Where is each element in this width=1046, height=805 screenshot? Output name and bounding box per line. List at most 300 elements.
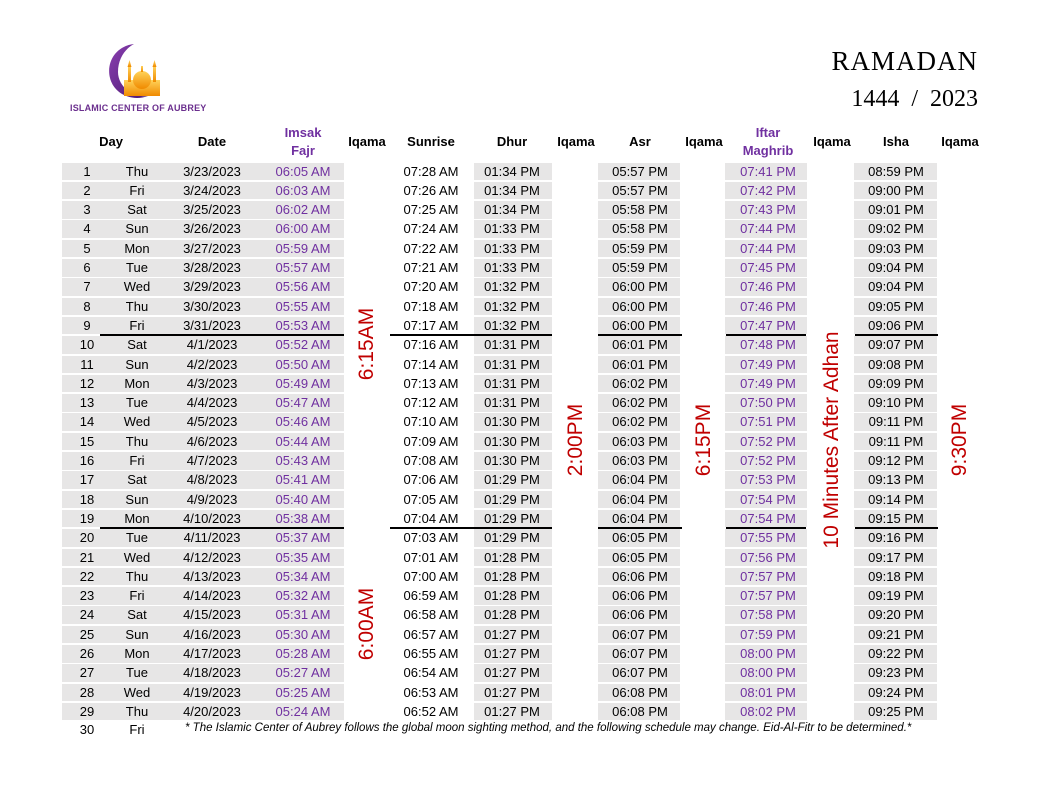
table-row bbox=[62, 239, 982, 258]
cell-sunrise: 06:52 AM bbox=[403, 703, 459, 719]
cell-date: 4/7/2023 bbox=[186, 453, 238, 468]
header-imsak: Imsak bbox=[284, 125, 322, 140]
cell-date: 4/9/2023 bbox=[186, 491, 238, 507]
page-subtitle: 1444 / 2023 bbox=[851, 86, 978, 112]
cell-asr: 06:06 PM bbox=[612, 568, 668, 584]
cell-date: 4/8/2023 bbox=[186, 472, 238, 488]
cell-dhur: 01:27 PM bbox=[484, 646, 540, 661]
cell-n: 1 bbox=[83, 163, 91, 179]
cell-isha: 09:18 PM bbox=[868, 568, 924, 584]
cell-sunrise: 07:03 AM bbox=[403, 530, 459, 546]
cell-maghrib: 07:58 PM bbox=[740, 607, 796, 623]
cell-maghrib: 07:52 PM bbox=[740, 453, 796, 468]
header-date: Date bbox=[197, 134, 227, 149]
crescent-mosque-icon bbox=[102, 40, 172, 104]
table-row bbox=[62, 200, 982, 219]
header-day: Day bbox=[99, 134, 123, 149]
cell-date: 4/20/2023 bbox=[183, 703, 241, 719]
cell-day: Mon bbox=[124, 510, 150, 526]
cell-maghrib: 07:52 PM bbox=[740, 433, 796, 449]
week-divider bbox=[726, 334, 806, 336]
cell-day: Mon bbox=[124, 646, 150, 661]
table-row bbox=[62, 277, 982, 296]
cell-dhur: 01:28 PM bbox=[484, 607, 540, 623]
table-row bbox=[62, 625, 982, 644]
cell-fajr: 05:24 AM bbox=[275, 703, 331, 719]
table-row bbox=[62, 297, 982, 316]
cell-sunrise: 07:05 AM bbox=[403, 491, 459, 507]
table-row bbox=[62, 509, 982, 528]
cell-asr: 06:03 PM bbox=[612, 433, 668, 449]
cell-fajr: 05:56 AM bbox=[275, 279, 331, 295]
cell-fajr: 05:44 AM bbox=[275, 433, 331, 449]
cell-maghrib: 07:46 PM bbox=[740, 279, 796, 295]
cell-isha: 09:17 PM bbox=[868, 549, 924, 565]
cell-dhur: 01:31 PM bbox=[484, 375, 540, 391]
cell-date: 4/12/2023 bbox=[183, 549, 241, 565]
cell-sunrise: 06:59 AM bbox=[403, 588, 459, 604]
cell-maghrib: 07:49 PM bbox=[740, 375, 796, 391]
header-iqama-dhur: Iqama bbox=[557, 134, 595, 149]
cell-isha: 09:24 PM bbox=[868, 684, 924, 700]
cell-dhur: 01:28 PM bbox=[484, 549, 540, 565]
cell-dhur: 01:30 PM bbox=[484, 414, 540, 430]
cell-asr: 06:06 PM bbox=[612, 588, 668, 604]
cell-n: 23 bbox=[79, 588, 95, 604]
cell-date: 3/24/2023 bbox=[183, 182, 241, 198]
cell-n: 21 bbox=[79, 549, 95, 565]
header-iqama-asr: Iqama bbox=[685, 134, 723, 149]
cell-day: Fri bbox=[129, 182, 145, 198]
cell-fajr: 05:47 AM bbox=[275, 395, 331, 411]
cell-isha: 09:25 PM bbox=[868, 703, 924, 719]
cell-maghrib: 07:44 PM bbox=[740, 240, 796, 256]
cell-asr: 06:07 PM bbox=[612, 646, 668, 661]
cell-dhur: 01:31 PM bbox=[484, 356, 540, 372]
cell-day: Sun bbox=[125, 626, 149, 642]
cell-sunrise: 07:17 AM bbox=[403, 317, 459, 333]
cell-asr: 06:00 PM bbox=[612, 298, 668, 314]
cell-fajr: 05:49 AM bbox=[275, 375, 331, 391]
cell-fajr: 05:37 AM bbox=[275, 530, 331, 546]
table-row bbox=[62, 663, 982, 682]
table-row bbox=[62, 162, 982, 181]
table-row bbox=[62, 605, 982, 624]
cell-date: 3/25/2023 bbox=[183, 202, 241, 218]
cell-sunrise: 07:28 AM bbox=[403, 163, 459, 179]
table-row bbox=[62, 586, 982, 605]
cell-maghrib: 07:45 PM bbox=[740, 260, 796, 275]
cell-isha: 09:15 PM bbox=[868, 510, 924, 526]
cell-n: 6 bbox=[83, 260, 91, 275]
cell-dhur: 01:34 PM bbox=[484, 182, 540, 198]
cell-dhur: 01:27 PM bbox=[484, 684, 540, 700]
header-fajr: Fajr bbox=[291, 143, 315, 158]
cell-sunrise: 07:09 AM bbox=[403, 433, 459, 449]
cell-asr: 06:06 PM bbox=[612, 607, 668, 623]
cell-n: 13 bbox=[79, 395, 95, 411]
table-row bbox=[62, 219, 982, 238]
cell-date: 4/15/2023 bbox=[183, 607, 241, 623]
cell-maghrib: 07:47 PM bbox=[740, 317, 796, 333]
iqama-asr: 6:15PM bbox=[692, 403, 715, 477]
cell-date: 4/6/2023 bbox=[186, 433, 238, 449]
cell-sunrise: 07:20 AM bbox=[403, 279, 459, 295]
cell-n: 11 bbox=[80, 356, 94, 372]
cell-day: Thu bbox=[125, 163, 149, 179]
cell-date: 4/3/2023 bbox=[186, 375, 238, 391]
cell-dhur: 01:29 PM bbox=[484, 472, 540, 488]
cell-day: Wed bbox=[123, 279, 151, 295]
cell-fajr: 05:59 AM bbox=[275, 240, 331, 256]
week-divider bbox=[855, 334, 938, 336]
cell-sunrise: 06:58 AM bbox=[403, 607, 459, 623]
table-row bbox=[62, 316, 982, 335]
table-row bbox=[62, 374, 982, 393]
table-row bbox=[62, 470, 982, 489]
cell-sunrise: 07:26 AM bbox=[403, 182, 459, 198]
cell-dhur: 01:27 PM bbox=[484, 703, 540, 719]
cell-maghrib: 08:00 PM bbox=[740, 646, 796, 661]
iqama-isha: 9:30PM bbox=[948, 403, 971, 477]
iqama-dhur: 2:00PM bbox=[564, 403, 587, 477]
cell-date: 4/16/2023 bbox=[183, 626, 241, 642]
cell-n: 18 bbox=[79, 491, 95, 507]
cell-isha: 08:59 PM bbox=[868, 163, 924, 179]
cell-day: Sun bbox=[125, 356, 149, 372]
table-row bbox=[62, 683, 982, 702]
brand-name: ISLAMIC CENTER OF AUBREY bbox=[70, 103, 207, 113]
cell-isha: 09:21 PM bbox=[868, 626, 924, 642]
cell-sunrise: 07:08 AM bbox=[403, 453, 459, 468]
cell-day: Sat bbox=[127, 607, 147, 623]
week-divider bbox=[726, 527, 806, 529]
cell-asr: 06:01 PM bbox=[612, 337, 668, 353]
cell-fajr: 05:38 AM bbox=[275, 510, 331, 526]
cell-dhur: 01:31 PM bbox=[484, 395, 540, 411]
cell-maghrib: 07:46 PM bbox=[740, 298, 796, 314]
cell-date: 4/13/2023 bbox=[183, 568, 241, 584]
cell-isha: 09:14 PM bbox=[868, 491, 924, 507]
cell-date: 4/11/2023 bbox=[183, 530, 241, 546]
cell-fajr: 06:03 AM bbox=[275, 182, 331, 198]
cell-asr: 06:01 PM bbox=[612, 356, 668, 372]
cell-sunrise: 07:18 AM bbox=[403, 298, 459, 314]
cell-sunrise: 07:24 AM bbox=[403, 221, 459, 237]
page-title: RAMADAN bbox=[831, 46, 978, 76]
cell-asr: 06:07 PM bbox=[612, 626, 668, 642]
cell-date: 4/18/2023 bbox=[183, 665, 241, 681]
cell-asr: 06:04 PM bbox=[612, 510, 668, 526]
week-divider bbox=[100, 334, 344, 336]
cell-day: Wed bbox=[123, 549, 151, 565]
cell-dhur: 01:28 PM bbox=[484, 568, 540, 584]
cell-asr: 06:02 PM bbox=[612, 395, 668, 411]
cell-date: 3/28/2023 bbox=[183, 260, 241, 275]
cell-asr: 05:59 PM bbox=[612, 260, 668, 275]
cell-n: 25 bbox=[79, 626, 95, 642]
cell-n: 12 bbox=[79, 375, 95, 391]
logo bbox=[70, 40, 210, 120]
cell-dhur: 01:33 PM bbox=[484, 260, 540, 275]
cell-isha: 09:08 PM bbox=[868, 356, 924, 372]
cell-day: Thu bbox=[125, 433, 149, 449]
cell-sunrise: 07:12 AM bbox=[403, 395, 459, 411]
cell-n: 2 bbox=[83, 182, 91, 198]
cell-fajr: 06:02 AM bbox=[275, 202, 331, 218]
cell-n: 7 bbox=[83, 279, 91, 295]
cell-dhur: 01:31 PM bbox=[484, 337, 540, 353]
cell-sunrise: 07:00 AM bbox=[403, 568, 459, 584]
iqama-fajr-second: 6:00AM bbox=[355, 587, 378, 661]
table-row bbox=[62, 644, 982, 663]
cell-day: Mon bbox=[124, 240, 150, 256]
cell-maghrib: 07:43 PM bbox=[740, 202, 796, 218]
cell-asr: 06:02 PM bbox=[612, 375, 668, 391]
cell-asr: 06:04 PM bbox=[612, 491, 668, 507]
cell-n: 28 bbox=[79, 684, 95, 700]
header-maghrib: Maghrib bbox=[742, 143, 794, 158]
cell-isha: 09:07 PM bbox=[868, 337, 924, 353]
cell-date: 4/1/2023 bbox=[186, 337, 238, 353]
cell-n: 26 bbox=[79, 646, 95, 661]
week-divider bbox=[100, 527, 344, 529]
table-row bbox=[62, 451, 982, 470]
cell-dhur: 01:30 PM bbox=[484, 453, 540, 468]
table-row bbox=[62, 181, 982, 200]
table-row bbox=[62, 528, 982, 547]
cell-dhur: 01:34 PM bbox=[484, 202, 540, 218]
cell-date: 3/30/2023 bbox=[183, 298, 241, 314]
cell-fajr: 05:27 AM bbox=[275, 665, 331, 681]
cell-maghrib: 08:02 PM bbox=[740, 703, 796, 719]
header-asr: Asr bbox=[629, 134, 651, 149]
header-iftar: Iftar bbox=[755, 125, 781, 140]
cell-sunrise: 07:22 AM bbox=[403, 240, 459, 256]
cell-day: Tue bbox=[126, 395, 148, 411]
cell-fajr: 05:28 AM bbox=[275, 646, 331, 661]
cell-asr: 05:58 PM bbox=[612, 221, 668, 237]
cell-dhur: 01:27 PM bbox=[484, 626, 540, 642]
cell-fajr: 05:50 AM bbox=[275, 356, 331, 372]
cell-dhur: 01:32 PM bbox=[484, 298, 540, 314]
cell-sunrise: 07:13 AM bbox=[403, 375, 459, 391]
cell-isha: 09:12 PM bbox=[868, 453, 924, 468]
cell-n: 15 bbox=[79, 433, 95, 449]
cell-asr: 06:04 PM bbox=[612, 472, 668, 488]
cell-isha: 09:06 PM bbox=[868, 317, 924, 333]
cell-dhur: 01:29 PM bbox=[484, 510, 540, 526]
cell-dhur: 01:33 PM bbox=[484, 221, 540, 237]
cell-fajr: 06:05 AM bbox=[275, 163, 331, 179]
cell-fajr: 05:34 AM bbox=[275, 568, 331, 584]
week-divider bbox=[390, 334, 552, 336]
cell-asr: 05:57 PM bbox=[612, 163, 668, 179]
cell-n: 27 bbox=[79, 665, 95, 681]
cell-asr: 05:57 PM bbox=[612, 182, 668, 198]
cell-n: 9 bbox=[83, 317, 91, 333]
cell-day: Sun bbox=[125, 221, 149, 237]
table-row bbox=[62, 702, 982, 721]
cell-isha: 09:09 PM bbox=[868, 375, 924, 391]
cell-asr: 06:07 PM bbox=[612, 665, 668, 681]
cell-maghrib: 07:59 PM bbox=[740, 626, 796, 642]
cell-day: Fri bbox=[129, 317, 145, 333]
cell-isha: 09:20 PM bbox=[868, 607, 924, 623]
row-30-day: Fri bbox=[129, 722, 145, 737]
cell-n: 16 bbox=[79, 453, 95, 468]
table-row bbox=[62, 258, 982, 277]
cell-day: Tue bbox=[126, 530, 148, 546]
cell-date: 4/19/2023 bbox=[183, 684, 241, 700]
header-iqama-fajr: Iqama bbox=[348, 134, 386, 149]
cell-fajr: 05:46 AM bbox=[275, 414, 331, 430]
cell-isha: 09:23 PM bbox=[868, 665, 924, 681]
cell-n: 17 bbox=[79, 472, 95, 488]
cell-isha: 09:01 PM bbox=[868, 202, 924, 218]
cell-isha: 09:03 PM bbox=[868, 240, 924, 256]
table-row bbox=[62, 548, 982, 567]
cell-isha: 09:00 PM bbox=[868, 182, 924, 198]
cell-isha: 09:04 PM bbox=[868, 260, 924, 275]
cell-date: 3/23/2023 bbox=[183, 163, 241, 179]
week-divider bbox=[390, 527, 552, 529]
cell-day: Fri bbox=[129, 453, 145, 468]
cell-sunrise: 07:16 AM bbox=[403, 337, 459, 353]
cell-sunrise: 07:01 AM bbox=[403, 549, 459, 565]
cell-fajr: 05:55 AM bbox=[275, 298, 331, 314]
cell-date: 4/17/2023 bbox=[183, 646, 241, 661]
cell-day: Sat bbox=[127, 337, 147, 353]
cell-sunrise: 07:10 AM bbox=[403, 414, 459, 430]
cell-date: 4/5/2023 bbox=[186, 414, 238, 430]
cell-date: 3/26/2023 bbox=[183, 221, 241, 237]
cell-n: 5 bbox=[83, 240, 91, 256]
cell-day: Sun bbox=[125, 491, 149, 507]
cell-date: 4/14/2023 bbox=[183, 588, 241, 604]
cell-fajr: 05:30 AM bbox=[275, 626, 331, 642]
table-row bbox=[62, 355, 982, 374]
cell-fajr: 05:40 AM bbox=[275, 491, 331, 507]
cell-asr: 05:59 PM bbox=[612, 240, 668, 256]
cell-isha: 09:02 PM bbox=[868, 221, 924, 237]
cell-maghrib: 08:00 PM bbox=[740, 665, 796, 681]
cell-sunrise: 06:57 AM bbox=[403, 626, 459, 642]
cell-date: 4/10/2023 bbox=[183, 510, 241, 526]
cell-fajr: 06:00 AM bbox=[275, 221, 331, 237]
cell-isha: 09:19 PM bbox=[868, 588, 924, 604]
cell-dhur: 01:29 PM bbox=[484, 491, 540, 507]
header-isha: Isha bbox=[882, 134, 910, 149]
cell-sunrise: 06:55 AM bbox=[403, 646, 459, 661]
cell-fajr: 05:32 AM bbox=[275, 588, 331, 604]
week-divider bbox=[855, 527, 938, 529]
cell-day: Wed bbox=[123, 414, 151, 430]
cell-maghrib: 07:57 PM bbox=[740, 588, 796, 604]
cell-dhur: 01:33 PM bbox=[484, 240, 540, 256]
cell-n: 24 bbox=[79, 607, 95, 623]
cell-day: Thu bbox=[125, 568, 149, 584]
cell-sunrise: 07:14 AM bbox=[403, 356, 459, 372]
cell-dhur: 01:30 PM bbox=[484, 433, 540, 449]
cell-asr: 06:05 PM bbox=[612, 549, 668, 565]
cell-sunrise: 06:54 AM bbox=[403, 665, 459, 681]
cell-maghrib: 07:51 PM bbox=[740, 414, 796, 430]
cell-fajr: 05:53 AM bbox=[275, 317, 331, 333]
cell-date: 4/4/2023 bbox=[186, 395, 238, 411]
cell-dhur: 01:34 PM bbox=[484, 163, 540, 179]
cell-date: 3/31/2023 bbox=[183, 317, 241, 333]
cell-asr: 06:08 PM bbox=[612, 703, 668, 719]
cell-day: Sat bbox=[127, 472, 147, 488]
cell-maghrib: 07:44 PM bbox=[740, 221, 796, 237]
cell-sunrise: 07:04 AM bbox=[403, 510, 459, 526]
cell-day: Thu bbox=[125, 703, 149, 719]
cell-asr: 06:03 PM bbox=[612, 453, 668, 468]
cell-sunrise: 06:53 AM bbox=[403, 684, 459, 700]
cell-date: 4/2/2023 bbox=[186, 356, 238, 372]
table-row bbox=[62, 490, 982, 509]
week-divider bbox=[598, 334, 682, 336]
header-iqama-maghrib: Iqama bbox=[813, 134, 851, 149]
row-30-number: 30 bbox=[79, 722, 95, 737]
cell-maghrib: 07:53 PM bbox=[740, 472, 796, 488]
cell-day: Tue bbox=[126, 260, 148, 275]
cell-asr: 06:00 PM bbox=[612, 317, 668, 333]
cell-n: 10 bbox=[79, 337, 95, 353]
cell-n: 3 bbox=[83, 202, 91, 218]
cell-isha: 09:10 PM bbox=[868, 395, 924, 411]
cell-asr: 06:00 PM bbox=[612, 279, 668, 295]
cell-sunrise: 07:25 AM bbox=[403, 202, 459, 218]
cell-date: 3/27/2023 bbox=[183, 240, 241, 256]
cell-day: Thu bbox=[125, 298, 149, 314]
cell-fajr: 05:52 AM bbox=[275, 337, 331, 353]
cell-maghrib: 07:49 PM bbox=[740, 356, 796, 372]
cell-isha: 09:04 PM bbox=[868, 279, 924, 295]
cell-sunrise: 07:21 AM bbox=[403, 260, 459, 275]
cell-isha: 09:05 PM bbox=[868, 298, 924, 314]
cell-fajr: 05:31 AM bbox=[275, 607, 331, 623]
cell-asr: 06:05 PM bbox=[612, 530, 668, 546]
cell-maghrib: 07:42 PM bbox=[740, 182, 796, 198]
cell-isha: 09:13 PM bbox=[868, 472, 924, 488]
cell-day: Sat bbox=[127, 202, 147, 218]
cell-n: 19 bbox=[79, 510, 95, 526]
header-iqama-isha: Iqama bbox=[941, 134, 979, 149]
table-row bbox=[62, 412, 982, 431]
iqama-maghrib: 10 Minutes After Adhan bbox=[820, 331, 843, 549]
cell-maghrib: 07:55 PM bbox=[740, 530, 796, 546]
cell-dhur: 01:32 PM bbox=[484, 279, 540, 295]
iqama-fajr-first: 6:15AM bbox=[355, 307, 378, 381]
cell-day: Fri bbox=[129, 588, 145, 604]
cell-fajr: 05:41 AM bbox=[275, 472, 331, 488]
cell-day: Mon bbox=[124, 375, 150, 391]
cell-dhur: 01:28 PM bbox=[484, 588, 540, 604]
header-sunrise: Sunrise bbox=[407, 134, 455, 149]
cell-maghrib: 07:56 PM bbox=[740, 549, 796, 565]
cell-n: 29 bbox=[79, 703, 95, 719]
cell-fajr: 05:57 AM bbox=[275, 260, 331, 275]
cell-dhur: 01:32 PM bbox=[484, 317, 540, 333]
table-row bbox=[62, 567, 982, 586]
cell-n: 22 bbox=[79, 568, 95, 584]
cell-maghrib: 07:41 PM bbox=[740, 163, 796, 179]
cell-maghrib: 08:01 PM bbox=[740, 684, 796, 700]
cell-maghrib: 07:54 PM bbox=[740, 491, 796, 507]
table-row bbox=[62, 432, 982, 451]
